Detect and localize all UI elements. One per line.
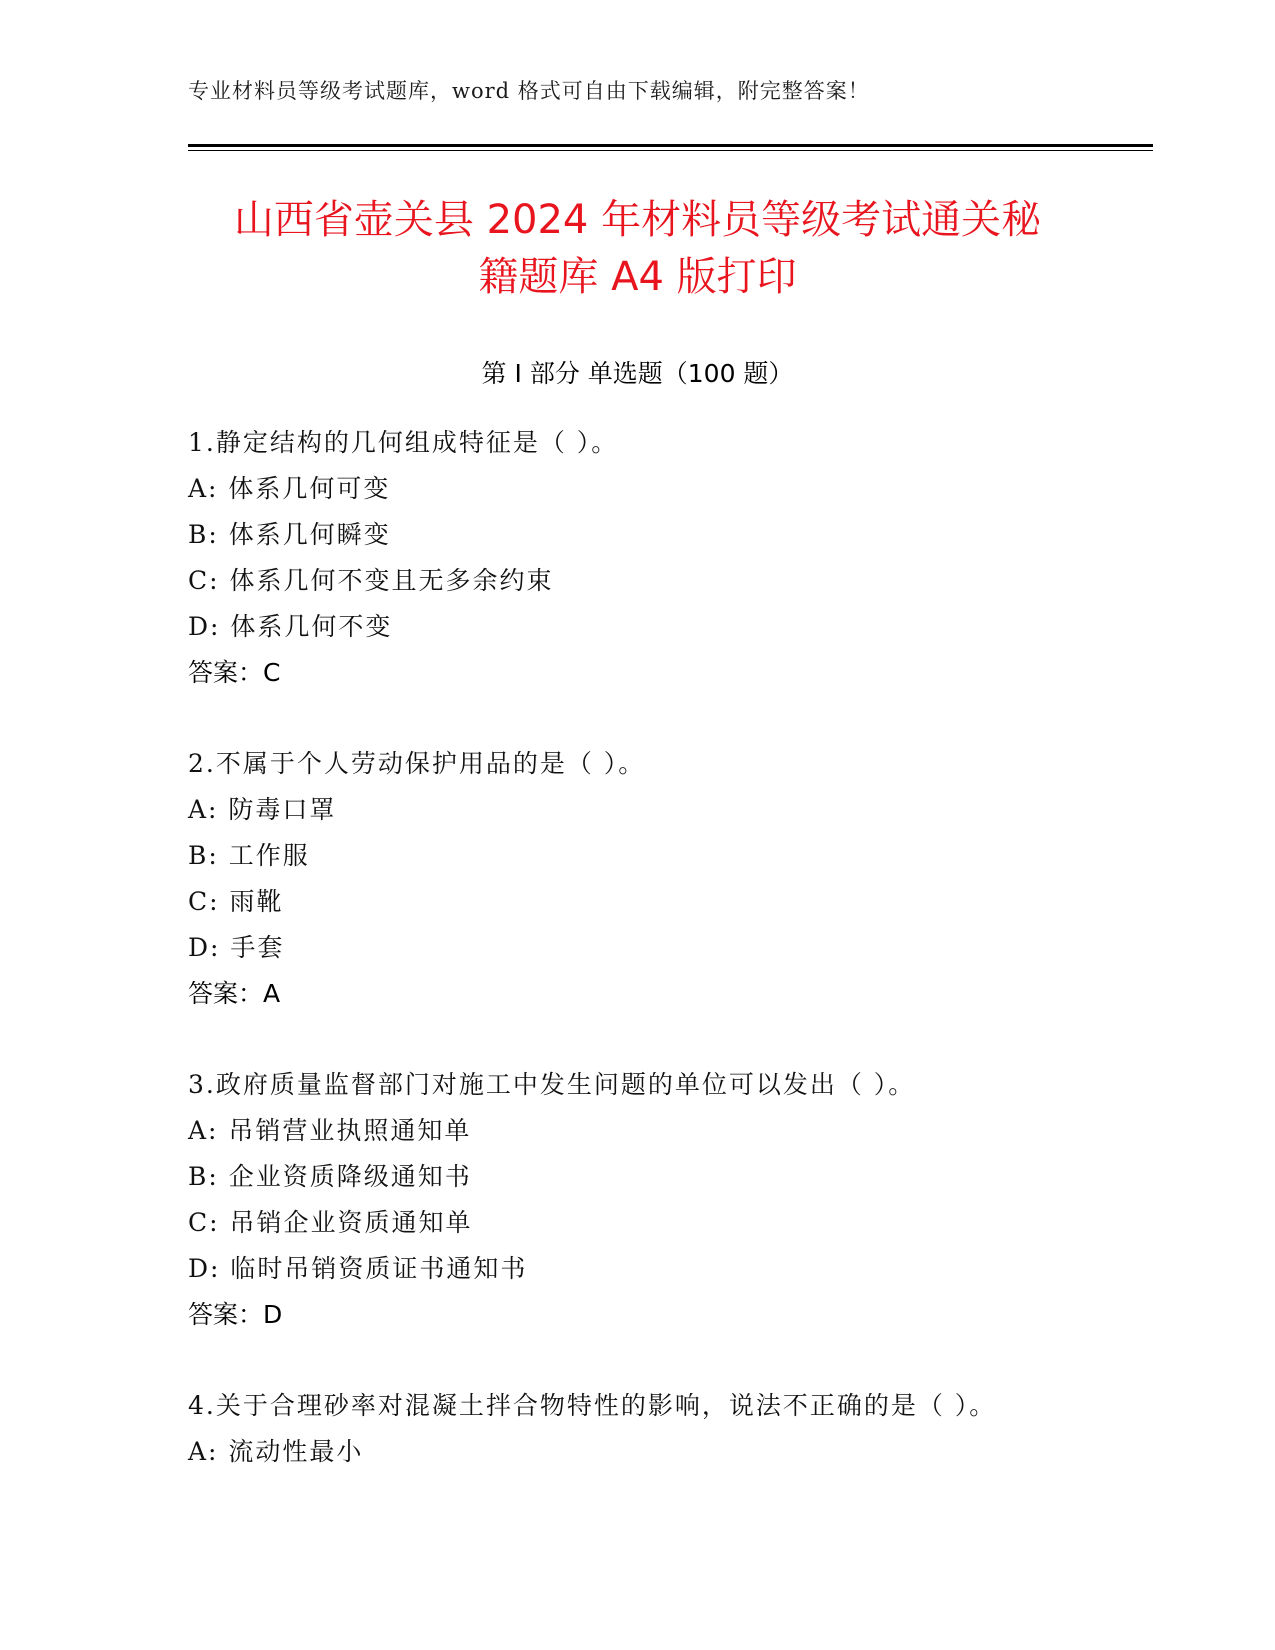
option-a: A: 防毒口罩 — [188, 795, 337, 824]
question-4 — [188, 1383, 1128, 1475]
question-stem: 1.静定结构的几何组成特征是（ ）。 — [188, 428, 619, 457]
document-title — [150, 192, 1125, 306]
question-3 — [188, 1062, 1128, 1338]
title-line-2: 籍题库 A4 版打印 — [478, 254, 797, 300]
option-c: C: 吊销企业资质通知单 — [188, 1208, 473, 1237]
answer: 答案：A — [188, 979, 281, 1008]
question-stem: 2.不属于个人劳动保护用品的是（ ）。 — [188, 749, 646, 778]
option-c: C: 体系几何不变且无多余约束 — [188, 566, 554, 595]
header-note: 专业材料员等级考试题库，word 格式可自由下载编辑，附完整答案！ — [188, 79, 870, 103]
header-rule-thin — [188, 150, 1153, 151]
question-stem: 3.政府质量监督部门对施工中发生问题的单位可以发出（ ）。 — [188, 1070, 916, 1099]
option-d: D: 手套 — [188, 933, 285, 962]
option-c: C: 雨靴 — [188, 887, 284, 916]
option-a: A: 体系几何可变 — [188, 474, 391, 503]
answer: 答案：C — [188, 658, 281, 687]
answer: 答案：D — [188, 1300, 283, 1329]
section-heading: 第 I 部分 单选题（100 题） — [481, 359, 794, 388]
option-b: B: 体系几何瞬变 — [188, 520, 391, 549]
option-d: D: 临时吊销资质证书通知书 — [188, 1254, 528, 1283]
question-1 — [188, 420, 1128, 696]
option-b: B: 企业资质降级通知书 — [188, 1162, 472, 1191]
header-rule-thick — [188, 144, 1153, 147]
option-b: B: 工作服 — [188, 841, 310, 870]
title-line-1: 山西省壶关县 2024 年材料员等级考试通关秘 — [233, 197, 1042, 243]
option-d: D: 体系几何不变 — [188, 612, 393, 641]
question-stem: 4.关于合理砂率对混凝土拌合物特性的影响，说法不正确的是（ ）。 — [188, 1391, 997, 1420]
option-a: A: 流动性最小 — [188, 1437, 364, 1466]
question-2 — [188, 741, 1128, 1017]
option-a: A: 吊销营业执照通知单 — [188, 1116, 472, 1145]
